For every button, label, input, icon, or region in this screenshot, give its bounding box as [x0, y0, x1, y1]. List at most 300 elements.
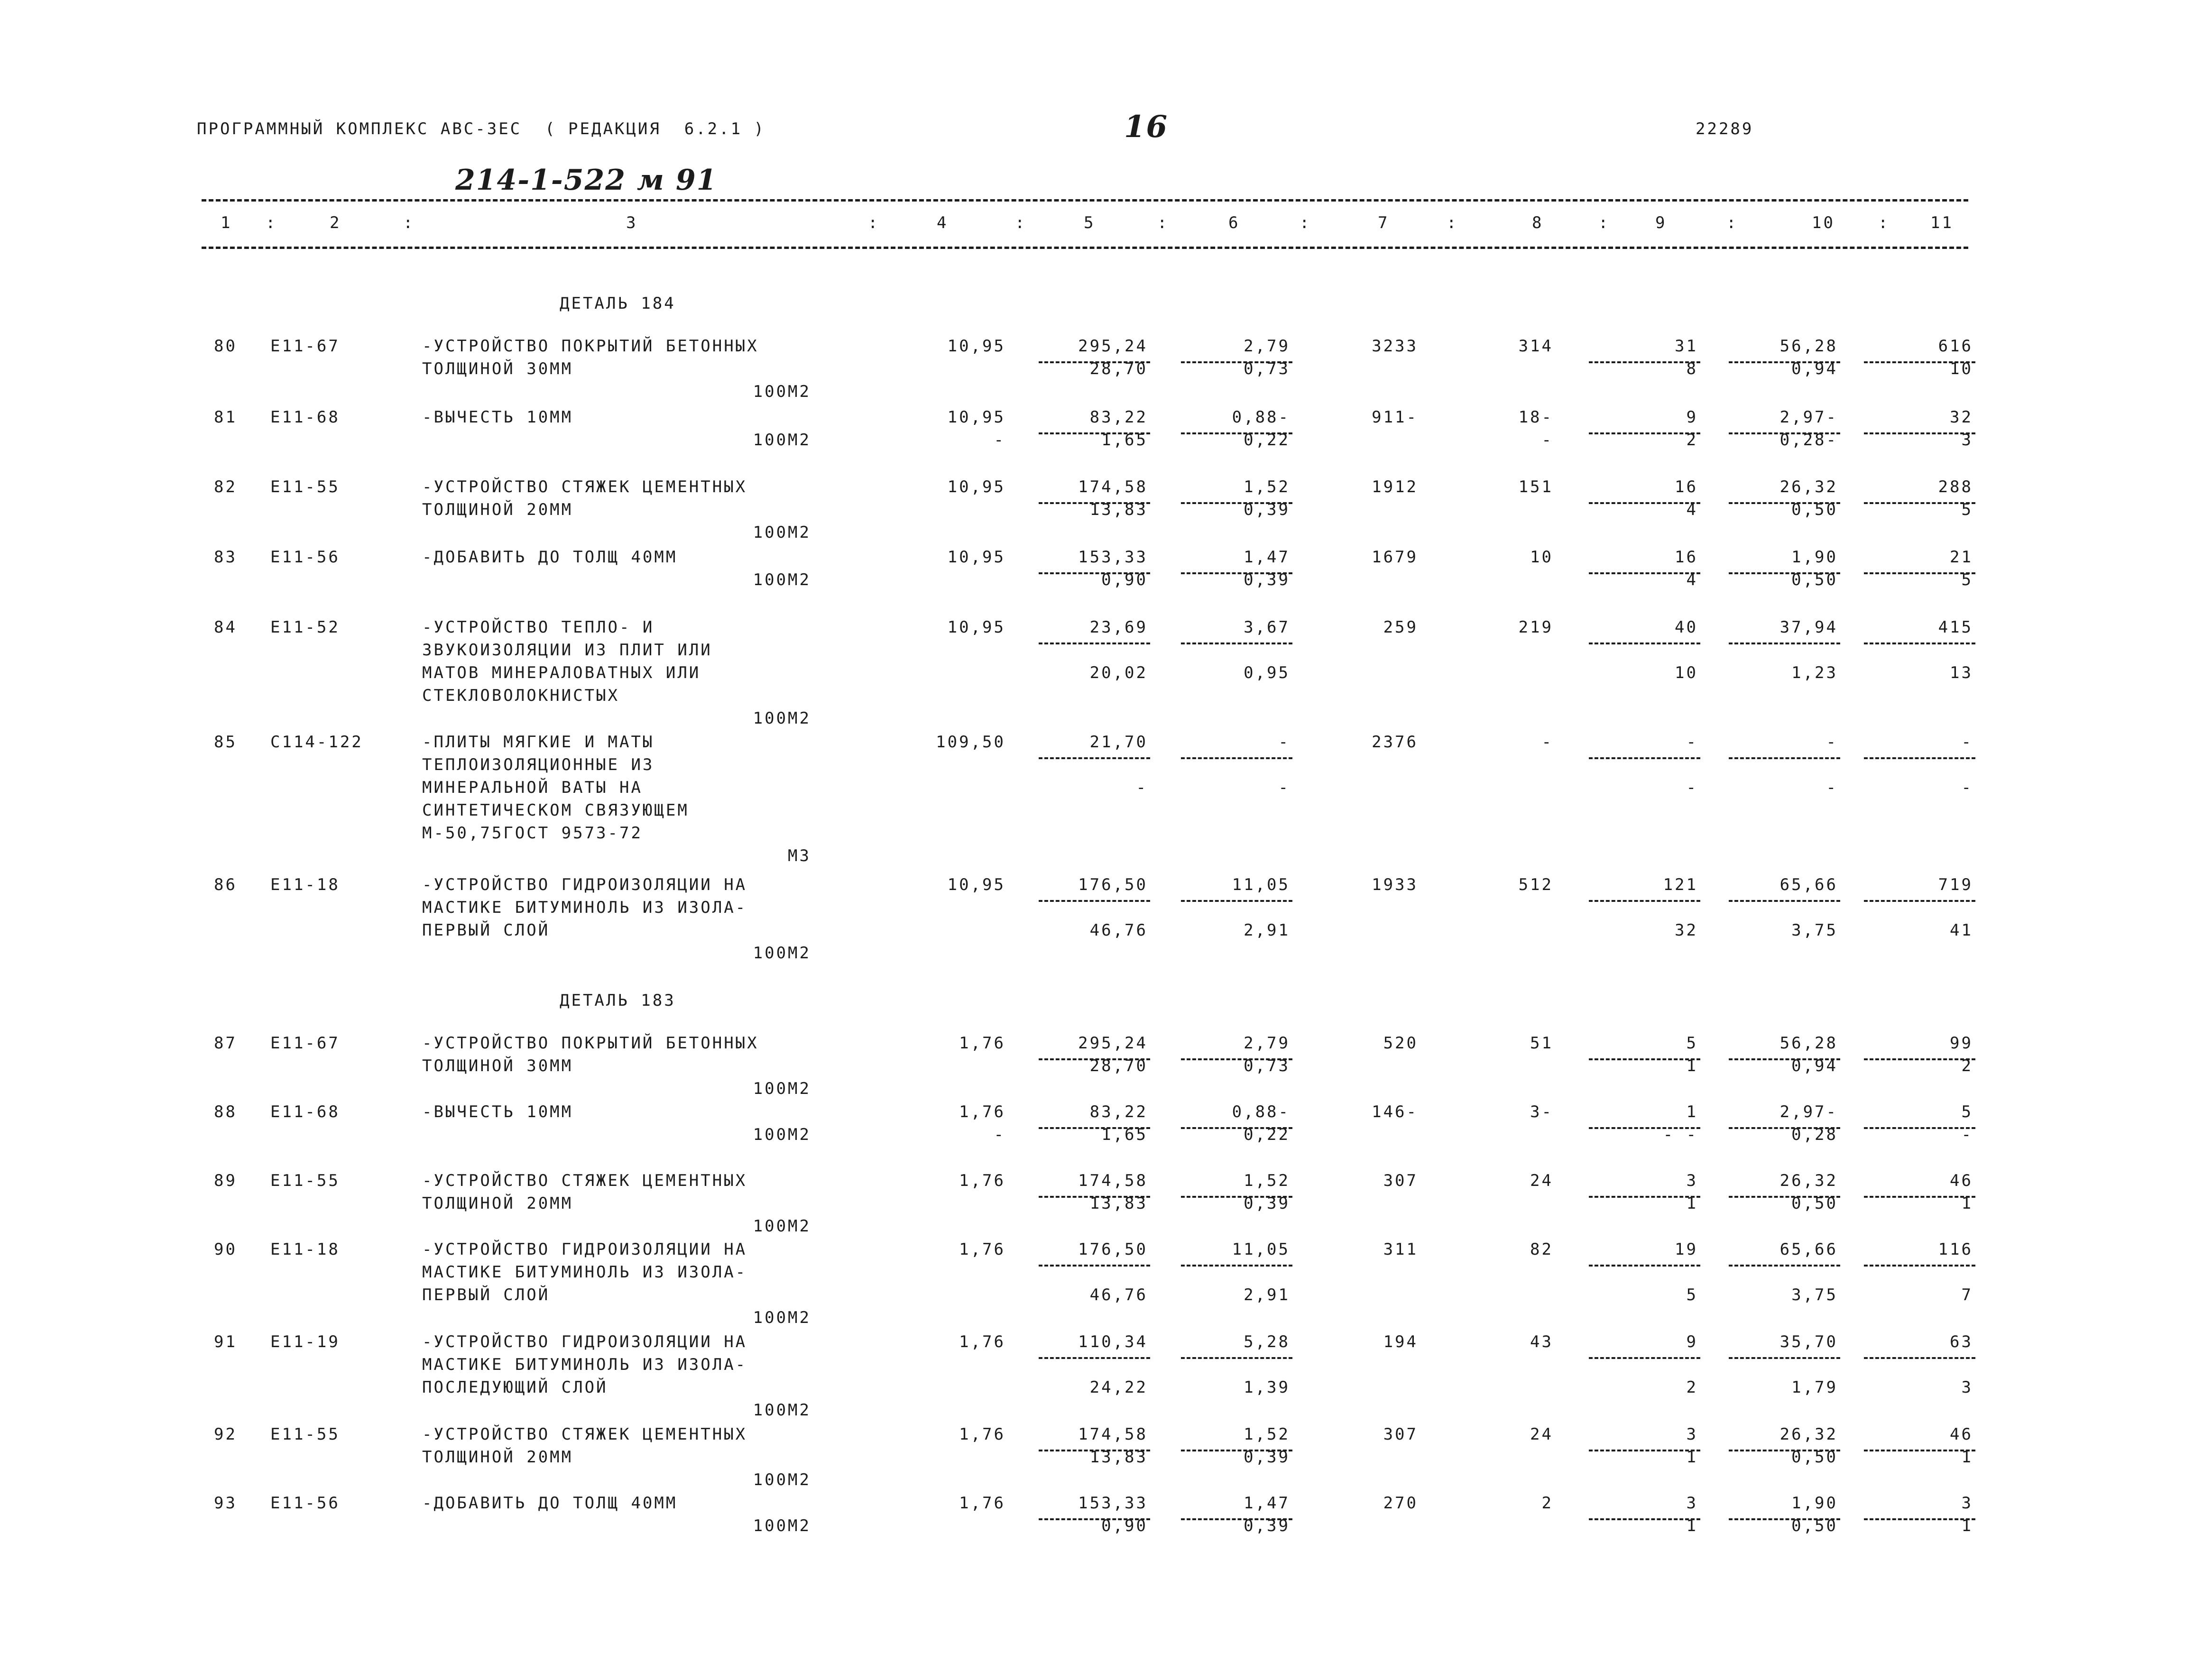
cell-c8: 2 [1541, 1494, 1553, 1513]
work-description: -УСТРОЙСТВО СТЯЖЕК ЦЕМЕНТНЫХ [422, 477, 747, 496]
cell-c9b: 1 [1686, 1194, 1698, 1213]
work-description: -УСТРОЙСТВО ГИДРОИЗОЛЯЦИИ НА [422, 1332, 747, 1351]
row-number: 85 [214, 733, 237, 752]
cell-c6: 3,67 [1244, 618, 1290, 637]
cell-c10b: 3,75 [1791, 921, 1838, 940]
cell-c5: 83,22 [1089, 1102, 1148, 1121]
cell-c10b: 0,28 [1791, 1125, 1838, 1144]
work-description: -ДОБАВИТЬ ДО ТОЛЩ 40ММ [422, 548, 678, 567]
subtotal-rule [1181, 1357, 1292, 1359]
cell-c10: - [1826, 733, 1838, 752]
work-description: ТОЛЩИНОЙ 30ММ [422, 1056, 573, 1075]
cell-c9b: 5 [1686, 1285, 1698, 1304]
cell-c5: 174,58 [1078, 1171, 1148, 1190]
work-description: М-50,75ГОСТ 9573-72 [422, 824, 643, 843]
cell-qty: 1,76 [959, 1034, 1005, 1053]
cell-c9b: 10 [1675, 663, 1698, 682]
cell-c9: 9 [1686, 1332, 1698, 1351]
work-description: ТОЛЩИНОЙ 20ММ [422, 1448, 573, 1467]
cell-c11b: 41 [1950, 921, 1973, 940]
cell-c7: 3233 [1372, 337, 1418, 356]
cell-c11b: 7 [1961, 1285, 1973, 1304]
cell-c11b: 10 [1950, 359, 1973, 378]
column-number: 6 [1228, 213, 1240, 232]
cell-c6: 11,05 [1232, 1240, 1290, 1259]
column-separator: : [266, 213, 277, 232]
cell-c10: 37,94 [1779, 618, 1838, 637]
cell-c10: 1,90 [1791, 1494, 1838, 1513]
cell-c5b: 1,65 [1101, 431, 1148, 450]
cell-c9b: 1 [1686, 1448, 1698, 1467]
cell-c5b: 46,76 [1089, 921, 1148, 940]
cell-c9b: - [1686, 778, 1698, 797]
table-top-rule [202, 199, 1968, 202]
cell-c9: 3 [1686, 1494, 1698, 1513]
cell-c5b: 0,90 [1101, 1516, 1148, 1535]
measurement-unit: 100М2 [753, 1125, 811, 1144]
cell-c9: 5 [1686, 1034, 1698, 1053]
cell-c11b: 1 [1961, 1516, 1973, 1535]
cell-c10: 2,97- [1779, 1102, 1838, 1121]
cell-c10: 26,32 [1779, 1171, 1838, 1190]
subtotal-rule [1729, 1357, 1840, 1359]
subtotal-rule [1039, 1357, 1150, 1359]
row-number: 81 [214, 408, 237, 427]
cell-qty: 10,95 [947, 337, 1005, 356]
cell-c8: 219 [1518, 618, 1553, 637]
cell-c10b: 0,94 [1791, 1056, 1838, 1075]
column-number: 10 [1812, 213, 1835, 232]
resource-code: Е11-55 [270, 477, 340, 496]
work-description: -ВЫЧЕСТЬ 10ММ [422, 1102, 573, 1121]
cell-c5: 295,24 [1078, 1034, 1148, 1053]
cell-c5b: - [1136, 778, 1148, 797]
cell-c6b: 0,39 [1244, 570, 1290, 589]
column-number: 5 [1084, 213, 1096, 232]
cell-c10b: 1,79 [1791, 1378, 1838, 1397]
cell-c5: 153,33 [1078, 1494, 1148, 1513]
cell-qty: 10,95 [947, 548, 1005, 567]
column-separator: : [1015, 213, 1027, 232]
subtotal-rule [1181, 757, 1292, 759]
work-description: МАСТИКЕ БИТУМИНОЛЬ ИЗ ИЗОЛА- [422, 898, 747, 917]
work-description: ПОСЛЕДУЮЩИЙ СЛОЙ [422, 1378, 608, 1397]
resource-code: Е11-67 [270, 337, 340, 356]
cell-c8: 3- [1530, 1102, 1553, 1121]
cell-c6: - [1278, 733, 1290, 752]
cell-c11b: 5 [1961, 500, 1973, 519]
subtotal-rule [1039, 757, 1150, 759]
cell-qty: 10,95 [947, 875, 1005, 894]
cell-c5b: 46,76 [1089, 1285, 1148, 1304]
cell-c11b: 2 [1961, 1056, 1973, 1075]
cell-c6b: 0,39 [1244, 1516, 1290, 1535]
work-description: МИНЕРАЛЬНОЙ ВАТЫ НА [422, 778, 643, 797]
cell-c9: 16 [1675, 477, 1698, 496]
resource-code: Е11-19 [270, 1332, 340, 1351]
cell-c7: 307 [1383, 1171, 1418, 1190]
subtotal-rule [1039, 1265, 1150, 1267]
cell-c5b: 13,83 [1089, 1194, 1148, 1213]
cell-c10: 1,90 [1791, 548, 1838, 567]
cell-c5b: 28,70 [1089, 359, 1148, 378]
row-number: 86 [214, 875, 237, 894]
cell-c5b: 13,83 [1089, 1448, 1148, 1467]
cell-c11b: 1 [1961, 1194, 1973, 1213]
cell-c10: 35,70 [1779, 1332, 1838, 1351]
cell-c10b: 0,28- [1779, 431, 1838, 450]
row-number: 87 [214, 1034, 237, 1053]
cell-c7: 270 [1383, 1494, 1418, 1513]
cell-c7: 146- [1372, 1102, 1418, 1121]
subtotal-rule [1589, 900, 1700, 902]
work-description: -ВЫЧЕСТЬ 10ММ [422, 408, 573, 427]
cell-qty: 109,50 [936, 733, 1005, 752]
cell-c8: 24 [1530, 1425, 1553, 1444]
cell-c9b: 8 [1686, 359, 1698, 378]
subtotal-rule [1864, 757, 1975, 759]
work-description: -ДОБАВИТЬ ДО ТОЛЩ 40ММ [422, 1494, 678, 1513]
cell-c11: 3 [1961, 1494, 1973, 1513]
subtotal-rule [1181, 900, 1292, 902]
cell-c9b: 2 [1686, 1378, 1698, 1397]
cell-c6: 1,52 [1244, 1171, 1290, 1190]
cell-c7: 1933 [1372, 875, 1418, 894]
cell-c6b: 0,39 [1244, 1448, 1290, 1467]
cell-c11: 46 [1950, 1171, 1973, 1190]
column-separator: : [1300, 213, 1311, 232]
cell-c5: 110,34 [1078, 1332, 1148, 1351]
cell-c9b: 32 [1675, 921, 1698, 940]
cell-c9b: 4 [1686, 500, 1698, 519]
cell-c6b: 1,39 [1244, 1378, 1290, 1397]
column-number: 7 [1378, 213, 1390, 232]
cell-c11: 5 [1961, 1102, 1973, 1121]
cell-c5: 176,50 [1078, 1240, 1148, 1259]
cell-c9b: 2 [1686, 431, 1698, 450]
row-number: 83 [214, 548, 237, 567]
work-description: ТОЛЩИНОЙ 30ММ [422, 359, 573, 378]
resource-code: Е11-18 [270, 1240, 340, 1259]
subtotal-rule [1589, 757, 1700, 759]
cell-c5b: 24,22 [1089, 1378, 1148, 1397]
cell-c11b: 13 [1950, 663, 1973, 682]
cell-c6b: 0,73 [1244, 359, 1290, 378]
subtotal-rule [1589, 1357, 1700, 1359]
measurement-unit: 100М2 [753, 1470, 811, 1489]
resource-code: Е11-18 [270, 875, 340, 894]
work-description: -УСТРОЙСТВО ГИДРОИЗОЛЯЦИИ НА [422, 1240, 747, 1259]
cell-c8: 24 [1530, 1171, 1553, 1190]
cell-c10b: 3,75 [1791, 1285, 1838, 1304]
cell-c6: 5,28 [1244, 1332, 1290, 1351]
subtotal-rule [1729, 643, 1840, 644]
cell-c10b: - [1826, 778, 1838, 797]
column-separator: : [1726, 213, 1738, 232]
cell-c8b: - [1541, 431, 1553, 450]
cell-c10b: 0,50 [1791, 500, 1838, 519]
cell-c11: 719 [1938, 875, 1973, 894]
cell-c8: 10 [1530, 548, 1553, 567]
cell-c11: 288 [1938, 477, 1973, 496]
work-description: -УСТРОЙСТВО ГИДРОИЗОЛЯЦИИ НА [422, 875, 747, 894]
cell-c9b: - - [1663, 1125, 1698, 1144]
cell-c5: 174,58 [1078, 477, 1148, 496]
cell-qty: 10,95 [947, 618, 1005, 637]
cell-c5: 23,69 [1089, 618, 1148, 637]
cell-c11b: 3 [1961, 1378, 1973, 1397]
measurement-unit: 100М2 [753, 944, 811, 963]
work-description: ТОЛЩИНОЙ 20ММ [422, 1194, 573, 1213]
cell-c11: - [1961, 733, 1973, 752]
work-description: ТЕПЛОИЗОЛЯЦИОННЫЕ ИЗ [422, 755, 655, 774]
subtotal-rule [1864, 643, 1975, 644]
cell-c10: 26,32 [1779, 1425, 1838, 1444]
cell-c5b: 0,90 [1101, 570, 1148, 589]
work-description: -УСТРОЙСТВО ТЕПЛО- И [422, 618, 655, 637]
column-separator: : [1447, 213, 1458, 232]
cell-qty: 1,76 [959, 1240, 1005, 1259]
work-description: -ПЛИТЫ МЯГКИЕ И МАТЫ [422, 733, 655, 752]
cell-c8: 82 [1530, 1240, 1553, 1259]
resource-code: Е11-56 [270, 548, 340, 567]
measurement-unit: 100М2 [753, 382, 811, 401]
cell-c11: 32 [1950, 408, 1973, 427]
subtotal-rule [1729, 1265, 1840, 1267]
row-number: 89 [214, 1171, 237, 1190]
cell-c11: 63 [1950, 1332, 1973, 1351]
work-description: -УСТРОЙСТВО СТЯЖЕК ЦЕМЕНТНЫХ [422, 1425, 747, 1444]
row-number: 93 [214, 1494, 237, 1513]
row-number: 80 [214, 337, 237, 356]
table-header-rule [202, 247, 1968, 249]
cell-c10b: 0,50 [1791, 1516, 1838, 1535]
cell-c10b: 0,50 [1791, 570, 1838, 589]
cell-c8: - [1541, 733, 1553, 752]
column-number: 2 [330, 213, 341, 232]
cell-c8: 314 [1518, 337, 1553, 356]
measurement-unit: 100М2 [753, 709, 811, 728]
measurement-unit: М3 [788, 846, 811, 865]
cell-c11b: 1 [1961, 1448, 1973, 1467]
cell-c11b: 5 [1961, 570, 1973, 589]
cell-c5: 176,50 [1078, 875, 1148, 894]
cell-c10: 65,66 [1779, 875, 1838, 894]
work-description: -УСТРОЙСТВО ПОКРЫТИЙ БЕТОННЫХ [422, 1034, 759, 1053]
subtotal-rule [1039, 900, 1150, 902]
subtotal-rule [1181, 1265, 1292, 1267]
subtotal-rule [1864, 1357, 1975, 1359]
section-title: ДЕТАЛЬ 183 [560, 991, 676, 1010]
subtotal-rule [1864, 900, 1975, 902]
cell-c9: 9 [1686, 408, 1698, 427]
cell-qty: 1,76 [959, 1425, 1005, 1444]
subtotal-rule [1729, 757, 1840, 759]
cell-c9: 3 [1686, 1171, 1698, 1190]
cell-c7: 911- [1372, 408, 1418, 427]
row-number: 88 [214, 1102, 237, 1121]
resource-code: Е11-55 [270, 1171, 340, 1190]
cell-c8: 51 [1530, 1034, 1553, 1053]
subtotal-rule [1181, 643, 1292, 644]
work-description: ТОЛЩИНОЙ 20ММ [422, 500, 573, 519]
cell-c10: 2,97- [1779, 408, 1838, 427]
resource-code: Е11-68 [270, 1102, 340, 1121]
column-separator: : [1878, 213, 1890, 232]
subtotal-rule [1039, 643, 1150, 644]
column-number: 4 [937, 213, 949, 232]
cell-c6b: 0,39 [1244, 1194, 1290, 1213]
work-description: МАТОВ МИНЕРАЛОВАТНЫХ ИЛИ [422, 663, 701, 682]
cell-c11b: 3 [1961, 431, 1973, 450]
work-description: ПЕРВЫЙ СЛОЙ [422, 921, 550, 940]
cell-c9: 16 [1675, 548, 1698, 567]
column-separator: : [1157, 213, 1169, 232]
measurement-unit: 100М2 [753, 570, 811, 589]
page-number: 16 [1124, 109, 1169, 145]
cell-c5b: 20,02 [1089, 663, 1148, 682]
cell-c11: 116 [1938, 1240, 1973, 1259]
subtotal-rule [1589, 1265, 1700, 1267]
cell-c9b: 1 [1686, 1056, 1698, 1075]
cell-c6: 1,47 [1244, 1494, 1290, 1513]
cell-c11: 99 [1950, 1034, 1973, 1053]
column-separator: : [403, 213, 415, 232]
column-number: 1 [221, 213, 232, 232]
cell-c10: 56,28 [1779, 1034, 1838, 1053]
cell-c9b: 1 [1686, 1516, 1698, 1535]
cell-qty: 10,95 [947, 408, 1005, 427]
work-description: -УСТРОЙСТВО СТЯЖЕК ЦЕМЕНТНЫХ [422, 1171, 747, 1190]
cell-c6: 2,79 [1244, 1034, 1290, 1053]
row-number: 84 [214, 618, 237, 637]
measurement-unit: 100М2 [753, 523, 811, 542]
cell-c6: 1,47 [1244, 548, 1290, 567]
cell-c6: 1,52 [1244, 477, 1290, 496]
cell-c6b: 2,91 [1244, 1285, 1290, 1304]
cell-c8: 43 [1530, 1332, 1553, 1351]
handwritten-reference: 214-1-522 м 91 [455, 164, 718, 197]
work-description: МАСТИКЕ БИТУМИНОЛЬ ИЗ ИЗОЛА- [422, 1355, 747, 1374]
cell-c8: 18- [1518, 408, 1553, 427]
cell-c5b: 28,70 [1089, 1056, 1148, 1075]
cell-c8: 512 [1518, 875, 1553, 894]
row-number: 92 [214, 1425, 237, 1444]
cell-c5: 21,70 [1089, 733, 1148, 752]
cell-c11: 46 [1950, 1425, 1973, 1444]
work-description: ПЕРВЫЙ СЛОЙ [422, 1285, 550, 1304]
resource-code: С114-122 [270, 733, 363, 752]
resource-code: Е11-68 [270, 408, 340, 427]
cell-c6b: 0,39 [1244, 500, 1290, 519]
cell-c9: 31 [1675, 337, 1698, 356]
cell-c5b: 1,65 [1101, 1125, 1148, 1144]
cell-c7: 1912 [1372, 477, 1418, 496]
cell-c10: 26,32 [1779, 477, 1838, 496]
cell-c9: 1 [1686, 1102, 1698, 1121]
cell-c5: 174,58 [1078, 1425, 1148, 1444]
cell-c10b: 0,50 [1791, 1194, 1838, 1213]
section-title: ДЕТАЛЬ 184 [560, 294, 676, 313]
cell-c9b: 4 [1686, 570, 1698, 589]
measurement-unit: 100М2 [753, 1516, 811, 1535]
cell-c9: 3 [1686, 1425, 1698, 1444]
cell-c6b: 0,73 [1244, 1056, 1290, 1075]
column-number: 8 [1532, 213, 1544, 232]
cell-qty: 1,76 [959, 1102, 1005, 1121]
measurement-unit: 100М2 [753, 431, 811, 450]
cell-c7: 2376 [1372, 733, 1418, 752]
cell-c6: 11,05 [1232, 875, 1290, 894]
cell-c10: 65,66 [1779, 1240, 1838, 1259]
measurement-unit: 100М2 [753, 1079, 811, 1098]
cell-c5: 83,22 [1089, 408, 1148, 427]
cell-c10: 56,28 [1779, 337, 1838, 356]
cell-c11b: - [1961, 778, 1973, 797]
column-number: 3 [626, 213, 638, 232]
cell-c4b: - [994, 431, 1005, 450]
document-number: 22289 [1696, 119, 1754, 138]
row-number: 90 [214, 1240, 237, 1259]
work-description: ЗВУКОИЗОЛЯЦИИ ИЗ ПЛИТ ИЛИ [422, 641, 712, 660]
cell-c7: 311 [1383, 1240, 1418, 1259]
subtotal-rule [1864, 1265, 1975, 1267]
cell-c7: 307 [1383, 1425, 1418, 1444]
resource-code: Е11-56 [270, 1494, 340, 1513]
cell-c6: 0,88- [1232, 1102, 1290, 1121]
cell-c11: 21 [1950, 548, 1973, 567]
cell-c10b: 0,50 [1791, 1448, 1838, 1467]
cell-c11b: - [1961, 1125, 1973, 1144]
cell-c6b: 0,22 [1244, 431, 1290, 450]
cell-c4b: - [994, 1125, 1005, 1144]
work-description: СТЕКЛОВОЛОКНИСТЫХ [422, 686, 619, 705]
subtotal-rule [1589, 643, 1700, 644]
measurement-unit: 100М2 [753, 1401, 811, 1420]
column-number: 9 [1655, 213, 1667, 232]
subtotal-rule [1729, 900, 1840, 902]
cell-c5: 295,24 [1078, 337, 1148, 356]
column-separator: : [868, 213, 880, 232]
cell-c9: 19 [1675, 1240, 1698, 1259]
cell-c10b: 1,23 [1791, 663, 1838, 682]
cell-c6: 1,52 [1244, 1425, 1290, 1444]
work-description: СИНТЕТИЧЕСКОМ СВЯЗУЮЩЕМ [422, 801, 689, 820]
cell-c6b: 0,22 [1244, 1125, 1290, 1144]
cell-c11: 415 [1938, 618, 1973, 637]
cell-c7: 259 [1383, 618, 1418, 637]
cell-c6b: - [1278, 778, 1290, 797]
work-description: -УСТРОЙСТВО ПОКРЫТИЙ БЕТОННЫХ [422, 337, 759, 356]
cell-qty: 1,76 [959, 1494, 1005, 1513]
measurement-unit: 100М2 [753, 1217, 811, 1236]
measurement-unit: 100М2 [753, 1308, 811, 1327]
program-header: ПРОГРАММНЫЙ КОМПЛЕКС АВС-3ЕС ( РЕДАКЦИЯ 6.2.1 ) [197, 119, 766, 138]
cell-c5: 153,33 [1078, 548, 1148, 567]
resource-code: Е11-55 [270, 1425, 340, 1444]
cell-c6b: 2,91 [1244, 921, 1290, 940]
cell-c8: 151 [1518, 477, 1553, 496]
cell-qty: 1,76 [959, 1332, 1005, 1351]
cell-c7: 194 [1383, 1332, 1418, 1351]
cell-c9: 40 [1675, 618, 1698, 637]
cell-c10b: 0,94 [1791, 359, 1838, 378]
column-separator: : [1598, 213, 1610, 232]
cell-c11: 616 [1938, 337, 1973, 356]
cell-c5b: 13,83 [1089, 500, 1148, 519]
cell-c9: - [1686, 733, 1698, 752]
cell-c6: 2,79 [1244, 337, 1290, 356]
